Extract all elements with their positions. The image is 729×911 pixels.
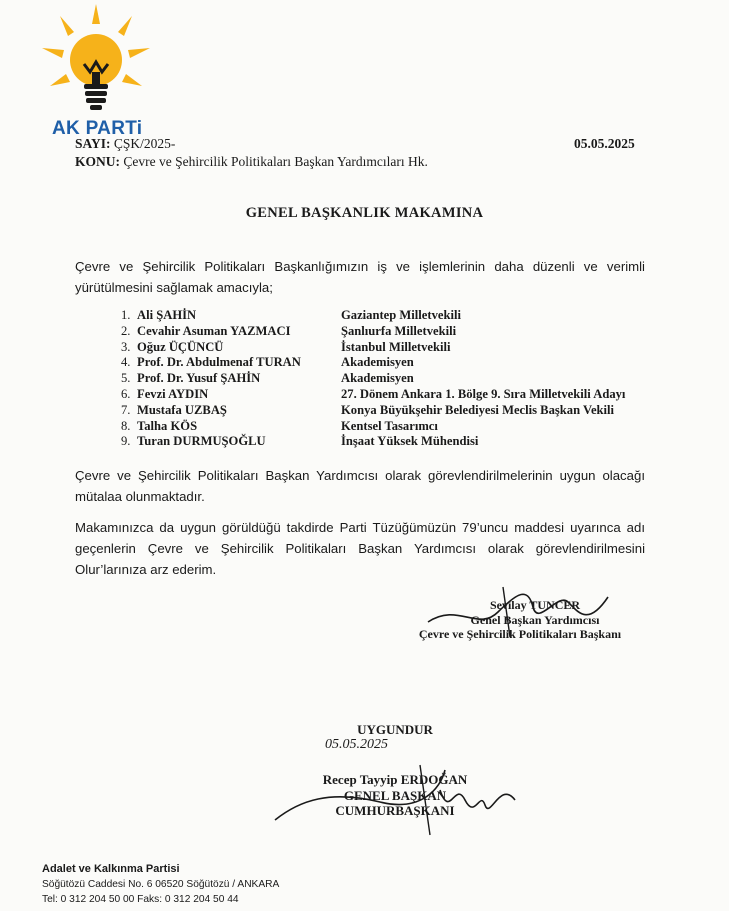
footer (42, 862, 279, 907)
signatory-title: Genel Başkan Yardımcısı (470, 612, 600, 627)
member-role: İstanbul Milletvekili (341, 339, 451, 354)
member-name: Ali ŞAHİN (137, 308, 197, 322)
subject-line (75, 154, 428, 170)
member-name: Prof. Dr. Abdulmenaf TURAN (137, 355, 301, 370)
lightbulb-icon (40, 2, 152, 120)
approval-handwritten-date: 05.05.2025 (325, 737, 388, 752)
footer-address: Söğütözü Caddesi No. 6 06520 Söğütözü / ANKARA (42, 879, 280, 890)
member-number: 9. (121, 434, 131, 449)
signatory-department: Çevre ve Şehircilik Politikaları Başkanı (418, 627, 622, 641)
member-name: Prof. Dr. Yusuf ŞAHİN (137, 371, 261, 386)
member-name: Cevahir Asuman YAZMACI (137, 323, 291, 338)
footer-party-name: Adalet ve Kalkınma Partisi (42, 863, 180, 875)
member-name: Oğuz ÜÇÜNCÜ (137, 339, 224, 354)
member-role: Akademisyen (341, 371, 414, 386)
konu-value: Çevre ve Şehircilik Politikaları Başkan Yardımcıları Hk. (123, 154, 428, 169)
party-logo-text: AK PARTi (52, 118, 143, 139)
approver-title-2: CUMHURBAŞKANI (335, 803, 455, 818)
member-number: 8. (121, 418, 131, 433)
intro-paragraph: Çevre ve Şehircilik Politikaları Başkanlığımızın iş ve işlemlerinin daha düzenli ve verimli yürütülmesini sağlamak amacıyla; (75, 259, 645, 295)
signatory-block (370, 598, 670, 642)
footer-contact: Tel: 0 312 204 50 00 Faks: 0 312 204 50 44 (42, 894, 239, 905)
member-name: Mustafa UZBAŞ (137, 402, 227, 417)
approver-title-1: GENEL BAŞKAN (343, 787, 447, 803)
member-role: Şanlıurfa Milletvekili (341, 323, 457, 338)
member-role: Akademisyen (341, 355, 414, 370)
member-role: Konya Büyükşehir Belediyesi Meclis Başkan Vekili (341, 402, 615, 417)
member-role: Gaziantep Milletvekili (341, 308, 461, 322)
member-role: İnşaat Yüksek Mühendisi (341, 434, 479, 449)
member-number: 4. (121, 355, 131, 370)
member-number: 1. (121, 308, 131, 322)
document-date: 05.05.2025 (574, 136, 635, 151)
paragraph-request: Makamınızca da uygun görüldüğü takdirde Parti Tüzüğümüzün 79’uncu maddesi uyarınca adı geçenlerin Çevre ve Şehircilik Politikaları Başkan Yardımcısı olarak görevlendirilmesini Olur’larınıza arz ederim. (75, 520, 645, 577)
sayi-label: SAYI: (75, 136, 111, 151)
approval-label: UYGUNDUR (357, 722, 433, 737)
member-role: 27. Dönem Ankara 1. Bölge 9. Sıra Milletvekili Adayı (341, 386, 626, 401)
member-role: Kentsel Tasarımcı (341, 418, 438, 433)
reference-number (75, 136, 175, 152)
member-name: Turan DURMUŞOĞLU (137, 434, 266, 449)
member-number: 6. (121, 386, 131, 401)
addressee-heading: GENEL BAŞKANLIK MAKAMINA (245, 205, 484, 221)
member-name: Fevzi AYDIN (137, 386, 209, 401)
sayi-value: ÇŞK/2025- (113, 136, 176, 151)
member-number: 2. (121, 323, 131, 338)
member-number: 3. (121, 339, 131, 354)
member-number: 7. (121, 402, 131, 417)
approver-name: Recep Tayyip ERDOĞAN (322, 772, 468, 787)
member-name: Talha KÖS (137, 418, 198, 433)
konu-label: KONU: (75, 154, 120, 169)
paragraph-opinion: Çevre ve Şehircilik Politikaları Başkan Yardımcısı olarak görevlendirilmelerinin uygun olacağı mütalaa olunmaktadır. (75, 468, 645, 504)
signatory-name: Sevilay TUNCER (489, 598, 581, 612)
member-number: 5. (121, 371, 131, 386)
president-signature-mark (270, 760, 530, 840)
